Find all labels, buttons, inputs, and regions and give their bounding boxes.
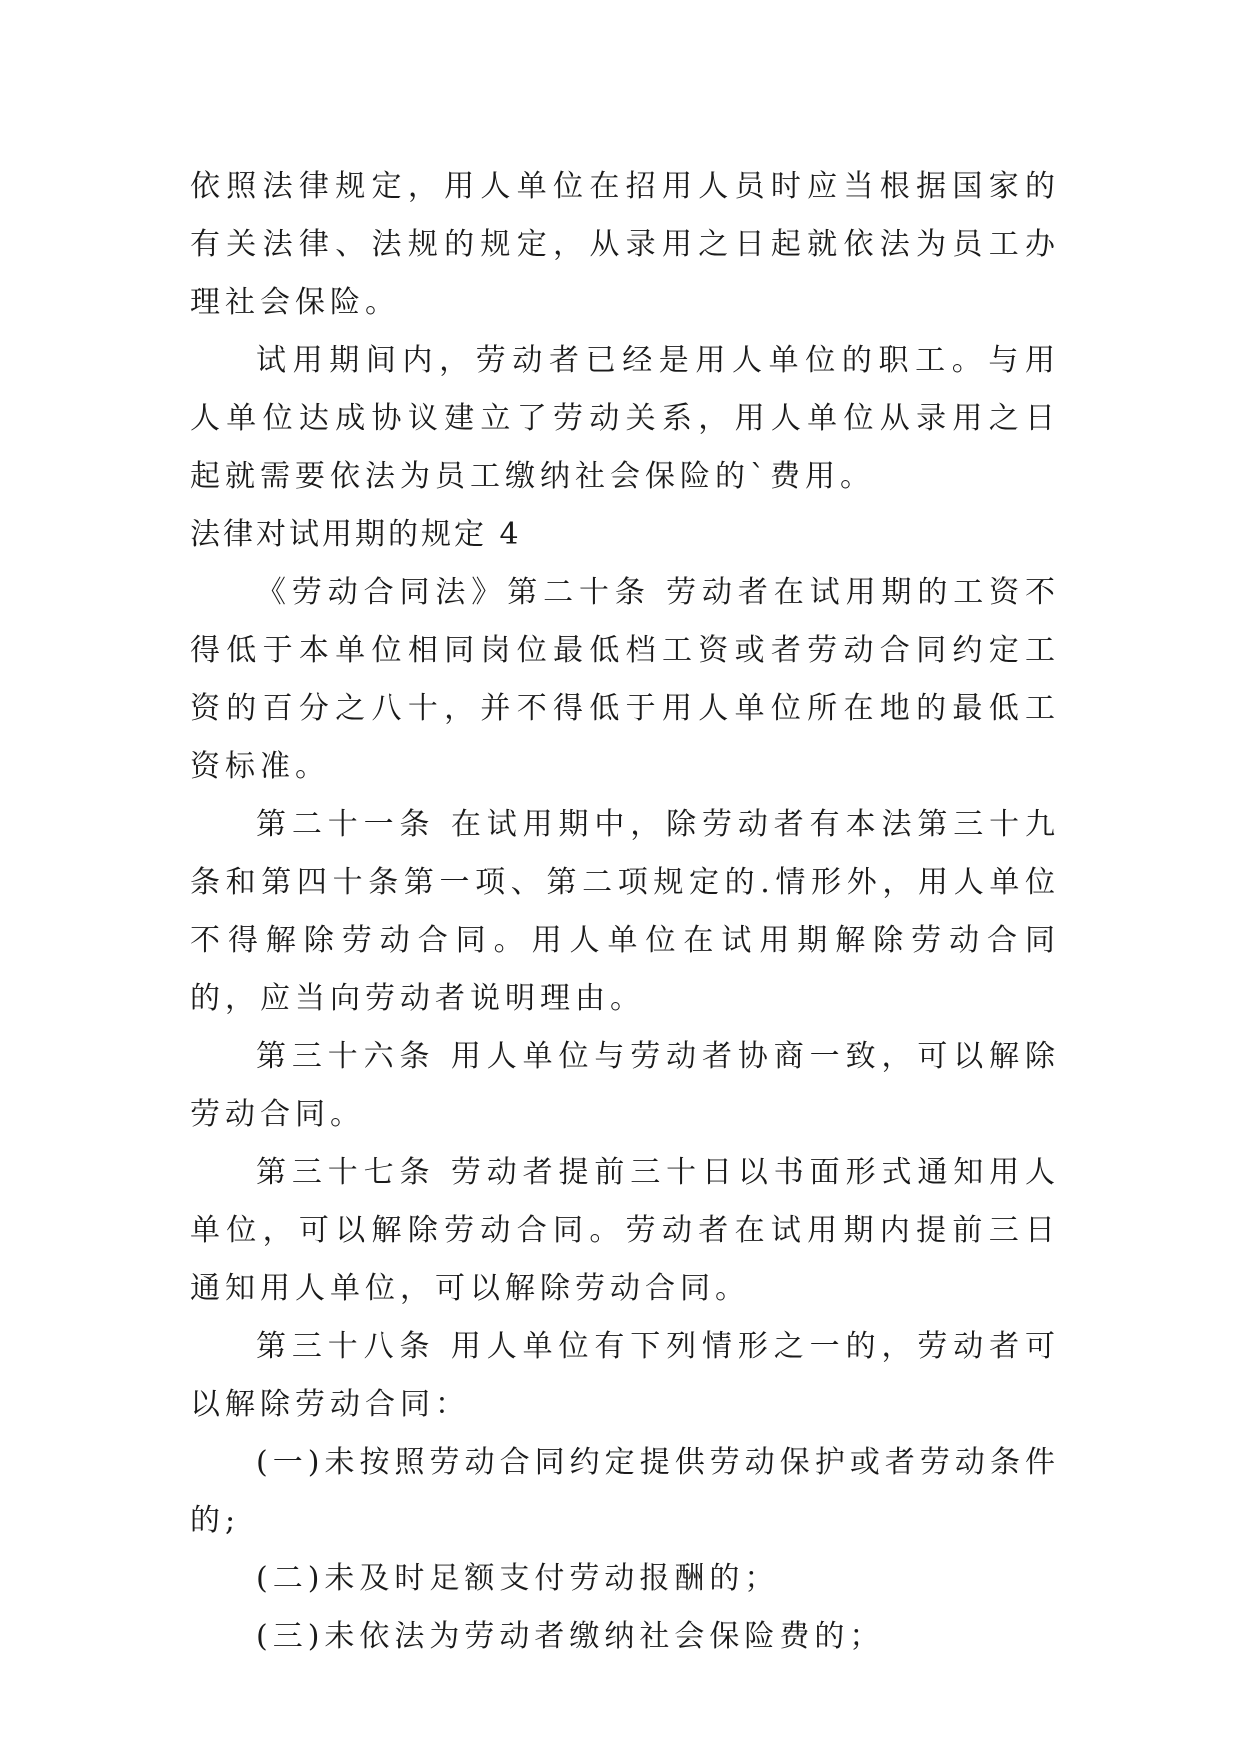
paragraph-article-38: 第三十八条 用人单位有下列情形之一的，劳动者可以解除劳动合同：: [190, 1329, 1060, 1422]
section-heading: 法律对试用期的规定 4: [190, 517, 522, 552]
list-item-1: (一)未按照劳动合同约定提供劳动保护或者劳动条件的;: [190, 1445, 1060, 1538]
paragraph-article-36: 第三十六条 用人单位与劳动者协商一致，可以解除劳动合同。: [190, 1039, 1060, 1132]
paragraph-social-insurance-law: 依照法律规定，用人单位在招用人员时应当根据国家的有关法律、法规的规定，从录用之日起就依法为员工办理社会保险。: [190, 169, 1060, 320]
paragraph-article-21: 第二十一条 在试用期中，除劳动者有本法第三十九条和第四十条第一项、第二项规定的.情形外，用人单位不得解除劳动合同。用人单位在试用期解除劳动合同的，应当向劳动者说明理由。: [190, 807, 1060, 1016]
list-item-2: (二)未及时足额支付劳动报酬的；: [256, 1561, 780, 1596]
list-item-3: (三)未依法为劳动者缴纳社会保险费的；: [256, 1619, 885, 1654]
document-body: [190, 158, 1060, 1666]
paragraph-article-37: 第三十七条 劳动者提前三十日以书面形式通知用人单位，可以解除劳动合同。劳动者在试用期内提前三日通知用人单位，可以解除劳动合同。: [190, 1155, 1060, 1306]
paragraph-article-20: 《劳动合同法》第二十条 劳动者在试用期的工资不得低于本单位相同岗位最低档工资或者劳动合同约定工资的百分之八十，并不得低于用人单位所在地的最低工资标准。: [190, 575, 1060, 784]
paragraph-probation-employee: 试用期间内，劳动者已经是用人单位的职工。与用人单位达成协议建立了劳动关系，用人单位从录用之日起就需要依法为员工缴纳社会保险的`费用。: [190, 343, 1060, 494]
